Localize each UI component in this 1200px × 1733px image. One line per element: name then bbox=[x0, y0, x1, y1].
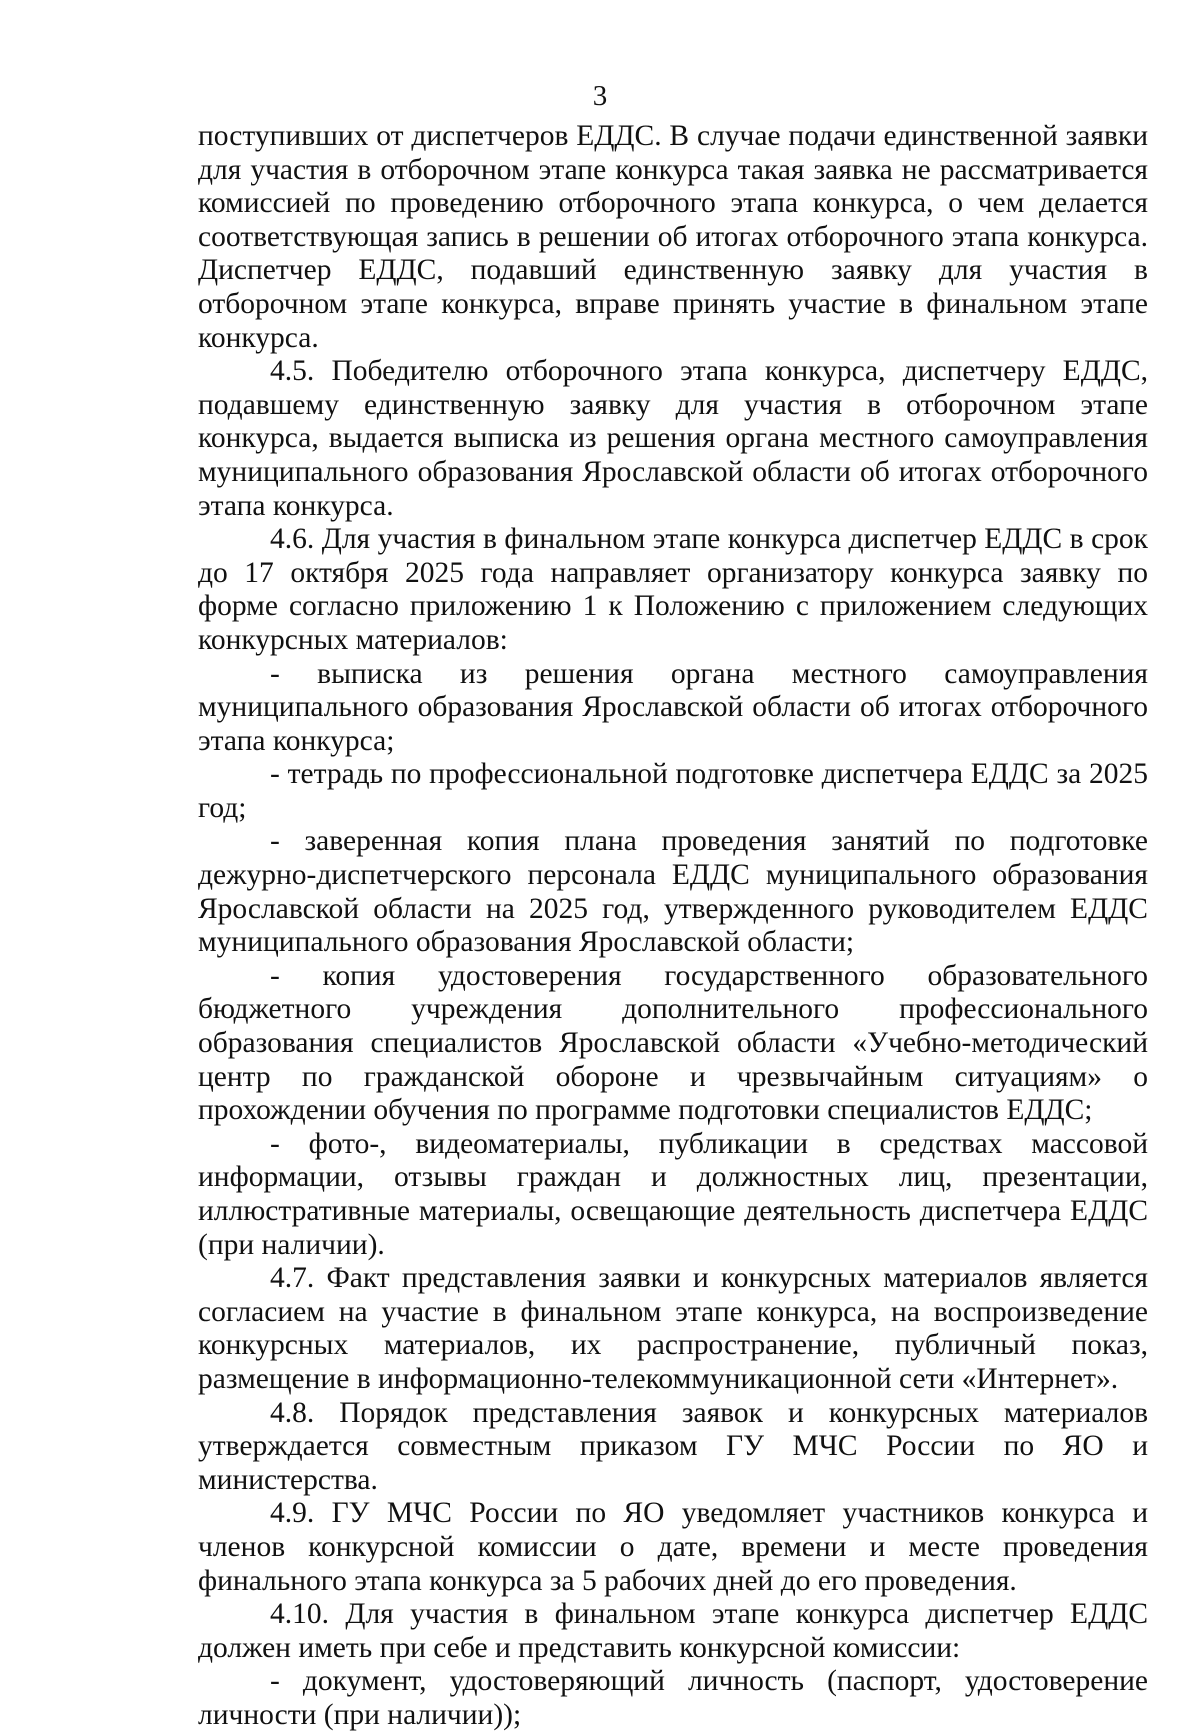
list-item-notebook: - тетрадь по профессиональной подготовке диспетчера ЕДДС за 2025 год; bbox=[198, 758, 1148, 824]
paragraph-4-8: 4.8. Порядок представления заявок и конкурсных материалов утверждается совместным приказом ГУ МЧС России по ЯО и министерства. bbox=[198, 1396, 1148, 1496]
list-item-extract: - выписка из решения органа местного самоуправления муниципального образования Ярославской области об итогах отборочного этапа конкурса; bbox=[198, 657, 1148, 757]
list-item-identity-document: - документ, удостоверяющий личность (паспорт, удостоверение личности (при наличии)); bbox=[198, 1665, 1148, 1731]
paragraph-4-5: 4.5. Победителю отборочного этапа конкурса, диспетчеру ЕДДС, подавшему единственную заявку для участия в отборочном этапе конкурса, выдается выписка из решения органа местного самоуправления муниципального образования Ярославской области об итогах отборочного этапа конкурса. bbox=[198, 355, 1148, 522]
paragraph-4-10: 4.10. Для участия в финальном этапе конкурса диспетчер ЕДДС должен иметь при себе и представить конкурсной комиссии: bbox=[198, 1598, 1148, 1664]
list-item-plan-copy: - заверенная копия плана проведения занятий по подготовке дежурно-диспетчерского персонала ЕДДС муниципального образования Ярославской области на 2025 год, утвержденного руководителем ЕДДС муниципального образования Ярославской области; bbox=[198, 825, 1148, 959]
page-number: 3 bbox=[592, 80, 608, 112]
list-item-certificate-copy: - копия удостоверения государственного образовательного бюджетного учреждения дополнительного профессионального образования специалистов Ярославской области «Учебно-методический центр по гражданской обороне и чрезвычайным ситуациям» о прохождении обучения по программе подготовки специалистов ЕДДС; bbox=[198, 959, 1148, 1127]
paragraph-4-7: 4.7. Факт представления заявки и конкурсных материалов является согласием на участие в финальном этапе конкурса, на воспроизведение конкурсных материалов, их распространение, публичный показ, размещение в информационно-телекоммуникационной сети «Интернет». bbox=[198, 1262, 1148, 1395]
list-item-media-materials: - фото-, видеоматериалы, публикации в средствах массовой информации, отзывы граждан и должностных лиц, презентации, иллюстративные материалы, освещающие деятельность диспетчера ЕДДС (при наличии). bbox=[198, 1127, 1148, 1261]
paragraph-4-6: 4.6. Для участия в финальном этапе конкурса диспетчер ЕДДС в срок до 17 октября 2025 года направляет организатору конкурса заявку по форме согласно приложению 1 к Положению с приложением следующих конкурсных материалов: bbox=[198, 523, 1148, 656]
paragraph-4-9: 4.9. ГУ МЧС России по ЯО уведомляет участников конкурса и членов конкурсной комиссии о дате, времени и месте проведения финального этапа конкурса за 5 рабочих дней до его проведения. bbox=[198, 1497, 1148, 1597]
paragraph-continuation: поступивших от диспетчеров ЕДДС. В случае подачи единственной заявки для участия в отборочном этапе конкурса такая заявка не рассматривается комиссией по проведению отборочного этапа конкурса, о чем делается соответствующая запись в решении об итогах отборочного этапа конкурса. Диспетчер ЕДДС, подавший единственную заявку для участия в отборочном этапе конкурса, вправе принять участие в финальном этапе конкурса. bbox=[198, 120, 1148, 354]
document-body bbox=[198, 120, 1148, 1733]
